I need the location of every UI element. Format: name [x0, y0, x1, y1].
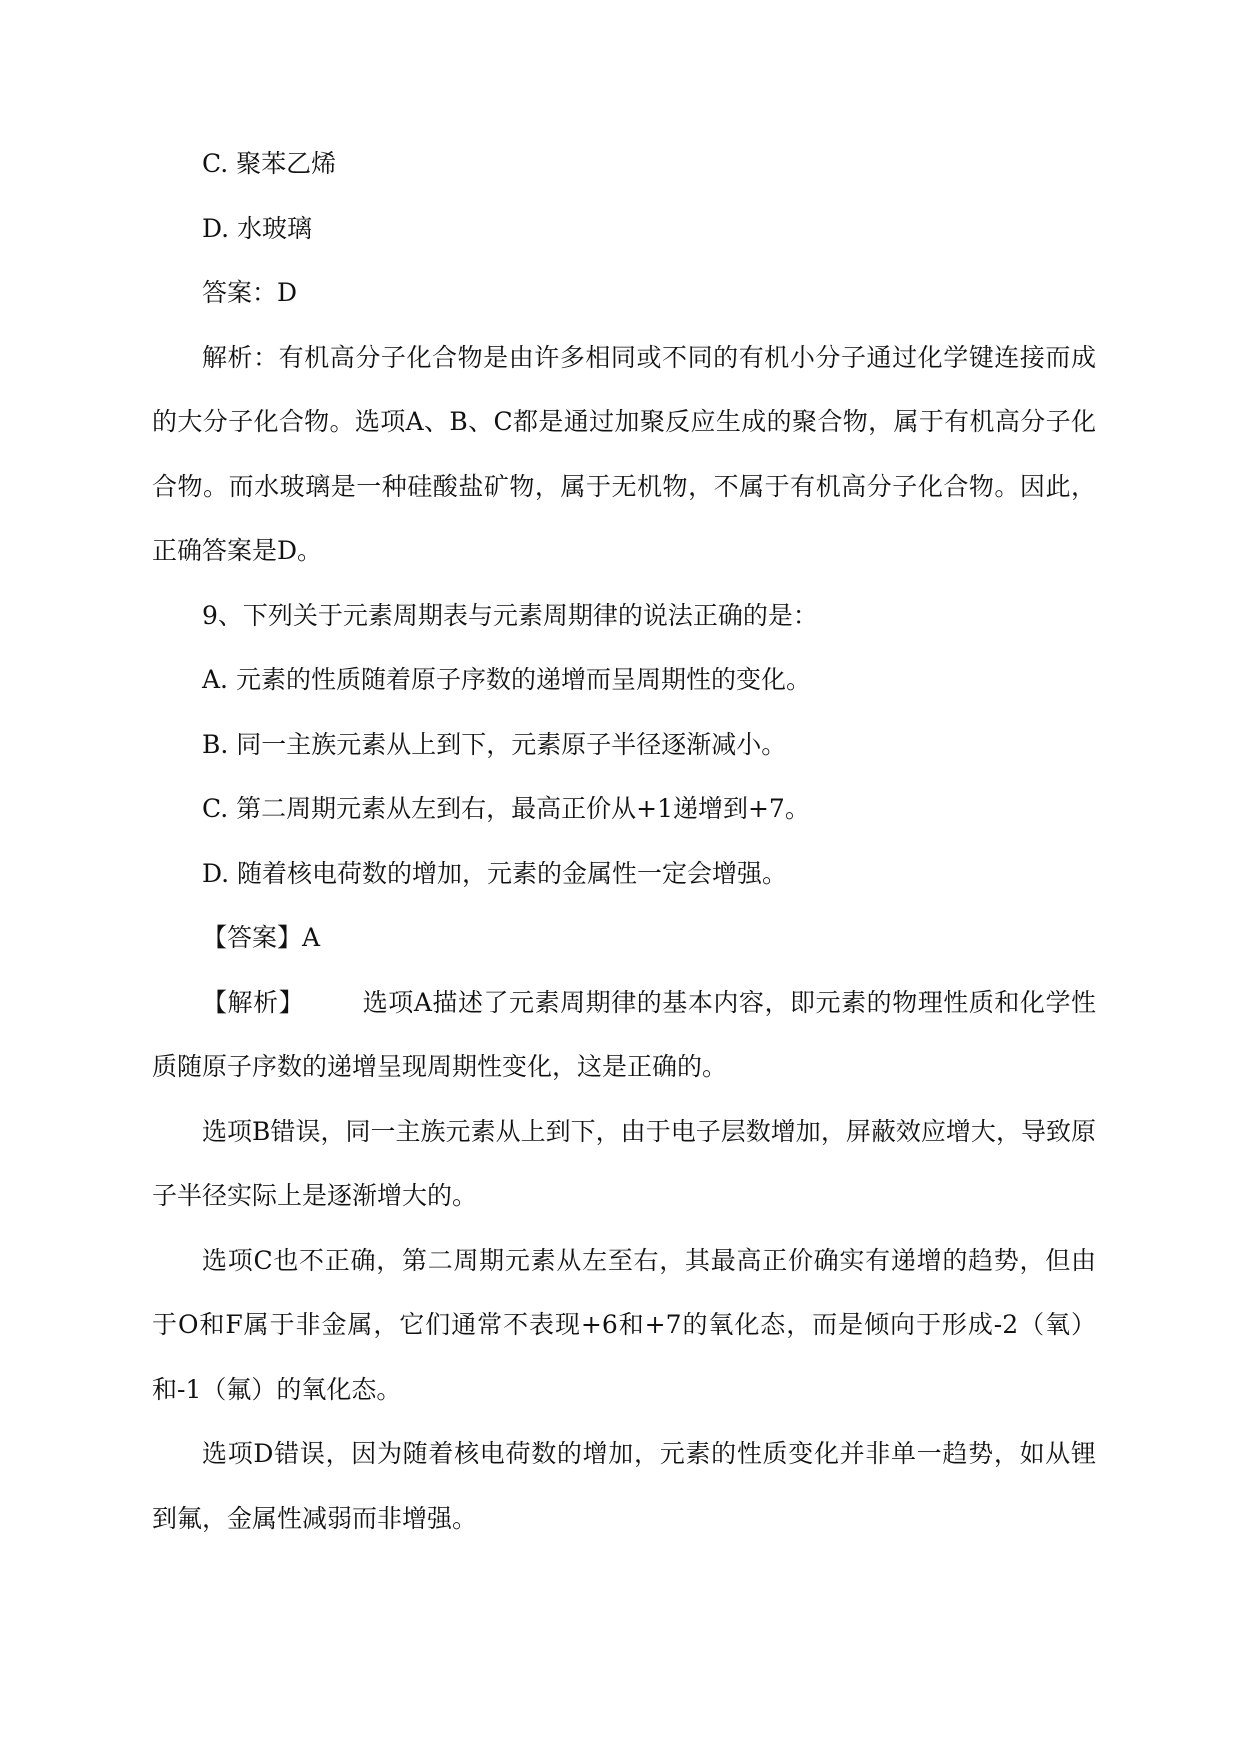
question-9-option-c: C. 第二周期元素从左到右，最高正价从+1递增到+7。: [202, 794, 810, 823]
prev-option-d: D. 水玻璃: [202, 213, 313, 243]
question-9-option-a: A. 元素的性质随着原子序数的递增而呈周期性的变化。: [202, 665, 811, 694]
page-content: [152, 132, 1096, 1551]
explanation-option-b: 选项B错误，同一主族元素从上到下，由于电子层数增加，屏蔽效应增大，导致原子半径实际上是逐渐增大的。: [152, 1116, 1096, 1210]
explanation-option-c: 选项C也不正确，第二周期元素从左至右，其最高正价确实有递增的趋势，但由于O和F属于非金属，它们通常不表现+6和+7的氧化态，而是倾向于形成-2（氧）和-1（氟）的氧化态。: [152, 1245, 1096, 1404]
prev-answer: 答案：D: [202, 278, 298, 307]
question-9-answer: 【答案】A: [202, 923, 321, 952]
question-9-option-d: D. 随着核电荷数的增加，元素的金属性一定会增强。: [202, 858, 788, 888]
explanation-label: 【解析】: [202, 987, 305, 1017]
question-9-option-b: B. 同一主族元素从上到下，元素原子半径逐渐减小。: [202, 729, 787, 759]
question-9-explanation: [152, 971, 1096, 1100]
prev-explanation: 解析：有机高分子化合物是由许多相同或不同的有机小分子通过化学键连接而成的大分子化合物。选项A、B、C都是通过加聚反应生成的聚合物，属于有机高分子化合物。而水玻璃是一种硅酸盐矿物，属于无机物，不属于有机高分子化合物。因此，正确答案是D。: [152, 342, 1096, 565]
explanation-option-a: 选项A描述了元素周期律的基本内容，即元素的物理性质和化学性质随原子序数的递增呈现周期性变化，这是正确的。: [152, 987, 1096, 1081]
prev-option-c: C. 聚苯乙烯: [202, 149, 337, 178]
explanation-option-d: 选项D错误，因为随着核电荷数的增加，元素的性质变化并非单一趋势，如从锂到氟，金属性减弱而非增强。: [152, 1439, 1096, 1533]
question-9-stem: 9、下列关于元素周期表与元素周期律的说法正确的是：: [202, 600, 818, 630]
